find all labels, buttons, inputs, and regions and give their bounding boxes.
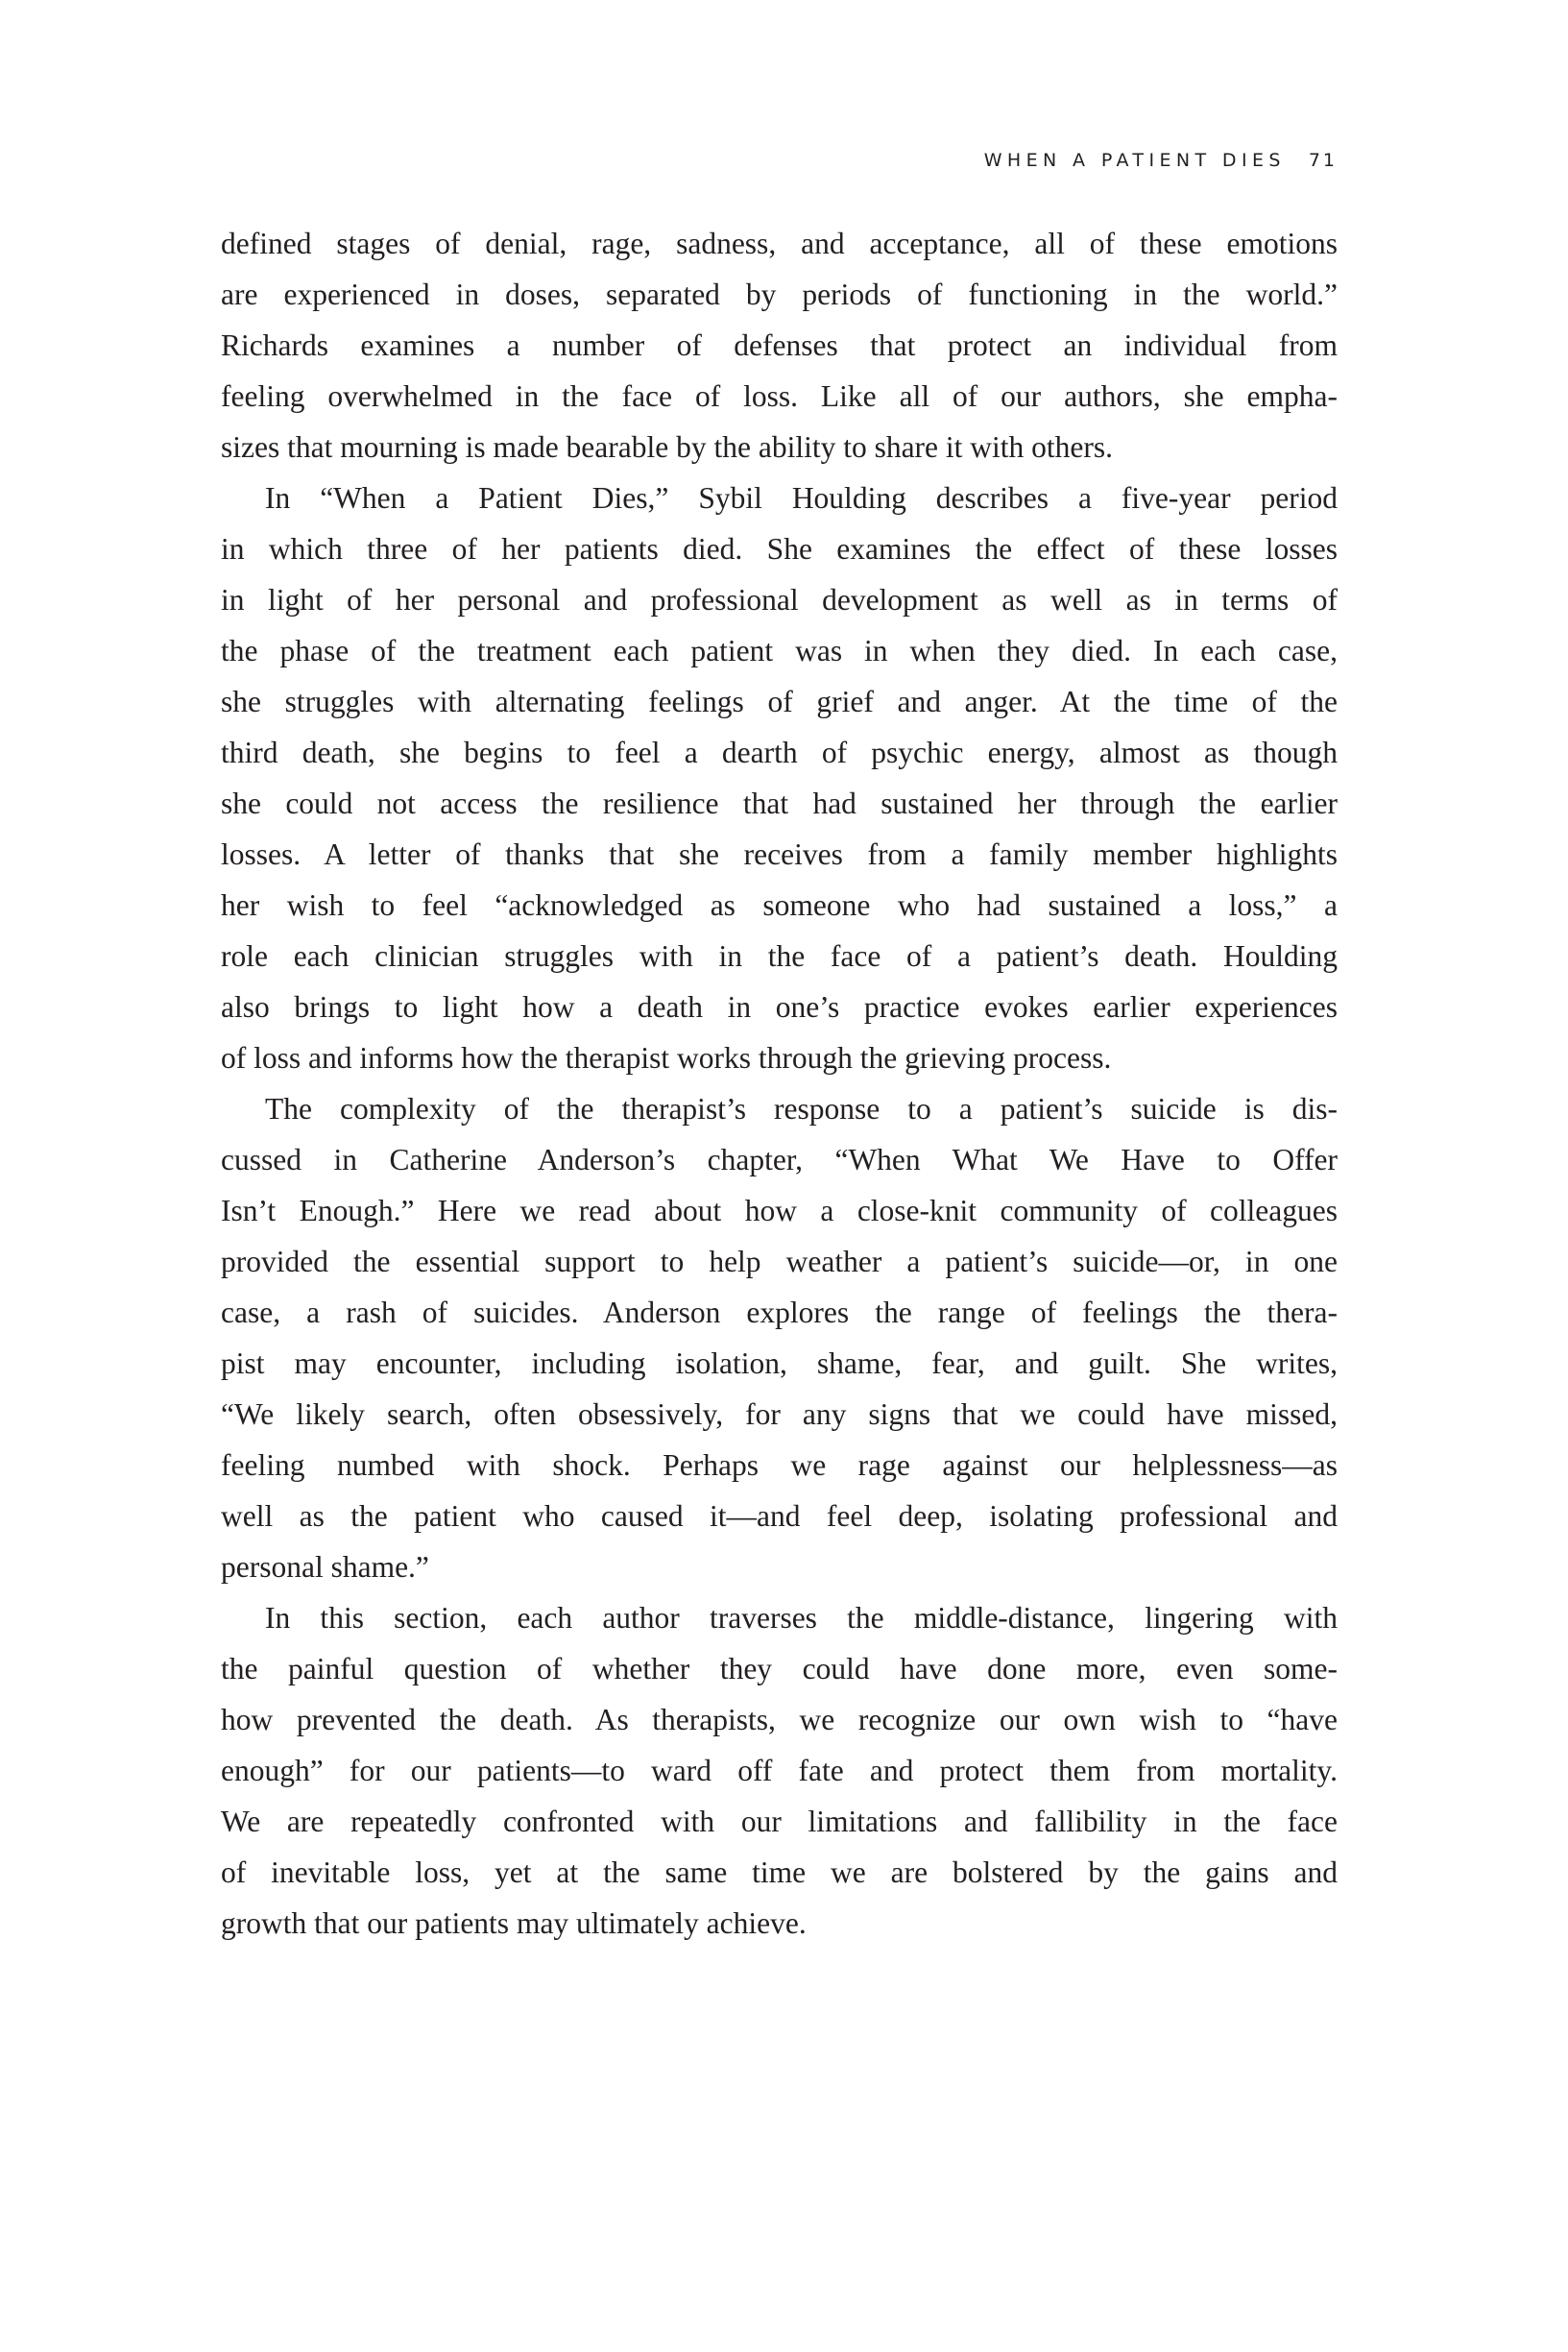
text-line: personal shame.” (221, 1550, 429, 1584)
paragraph (221, 1592, 1338, 1949)
text-line: role each clinician struggles with in the face of a patient’s death. Houlding (221, 939, 1338, 973)
text-line: she struggles with alternating feelings of grief and anger. At the time of the (221, 685, 1338, 718)
text-line: in which three of her patients died. She examines the effect of these losses (221, 532, 1338, 566)
paragraph (221, 473, 1338, 1083)
running-title: WHEN A PATIENT DIES (983, 150, 1286, 171)
text-line: losses. A letter of thanks that she receives from a family member highlights (221, 837, 1338, 871)
text-line: We are repeatedly confronted with our limitations and fallibility in the face (221, 1805, 1338, 1838)
text-line: the phase of the treatment each patient was in when they died. In each case, (221, 634, 1338, 667)
running-head (893, 150, 1338, 175)
text-line: defined stages of denial, rage, sadness, and acceptance, all of these emotions (221, 227, 1338, 260)
text-line: also brings to light how a death in one’s practice evokes earlier experiences (221, 990, 1338, 1024)
text-line: third death, she begins to feel a dearth of psychic energy, almost as though (221, 736, 1338, 769)
text-line: enough” for our patients—to ward off fate and protect them from mortality. (221, 1754, 1338, 1787)
text-line: of inevitable loss, yet at the same time we are bolstered by the gains and (221, 1855, 1338, 1889)
text-line: provided the essential support to help weather a patient’s suicide—or, in one (221, 1245, 1338, 1278)
text-line: feeling numbed with shock. Perhaps we rage against our helplessness—as (221, 1448, 1338, 1482)
text-line: her wish to feel “acknowledged as someone who had sustained a loss,” a (221, 888, 1338, 922)
text-line: In “When a Patient Dies,” Sybil Houlding describes a five-year period (265, 481, 1338, 515)
text-line: well as the patient who caused it—and feel deep, isolating professional and (221, 1499, 1338, 1533)
text-line: feeling overwhelmed in the face of loss. Like all of our authors, she empha- (221, 379, 1338, 413)
text-line: case, a rash of suicides. Anderson explores the range of feelings the thera- (221, 1296, 1338, 1329)
text-line: she could not access the resilience that had sustained her through the earlier (221, 787, 1338, 820)
paragraph (221, 218, 1338, 473)
page-number: 71 (1308, 150, 1338, 171)
text-line: the painful question of whether they could have done more, even some- (221, 1652, 1338, 1685)
text-line: “We likely search, often obsessively, for any signs that we could have missed, (221, 1397, 1338, 1431)
text-line: In this section, each author traverses the middle-distance, lingering with (265, 1601, 1338, 1635)
text-line: pist may encounter, including isolation, shame, fear, and guilt. She writes, (221, 1346, 1338, 1380)
text-line: Isn’t Enough.” Here we read about how a close-knit community of colleagues (221, 1194, 1338, 1227)
text-line: cussed in Catherine Anderson’s chapter, “When What We Have to Offer (221, 1143, 1338, 1176)
text-line: Richards examines a number of defenses that protect an individual from (221, 328, 1338, 362)
text-line: growth that our patients may ultimately achieve. (221, 1906, 807, 1940)
paragraph (221, 1083, 1338, 1592)
text-line: how prevented the death. As therapists, we recognize our own wish to “have (221, 1703, 1338, 1736)
text-line: in light of her personal and professional development as well as in terms of (221, 583, 1338, 617)
text-line: sizes that mourning is made bearable by the ability to share it with others. (221, 430, 1114, 464)
text-line: The complexity of the therapist’s response to a patient’s suicide is dis- (265, 1092, 1338, 1126)
body-text (221, 218, 1338, 1949)
text-line: are experienced in doses, separated by periods of functioning in the world.” (221, 278, 1338, 311)
text-line: of loss and informs how the therapist works through the grieving process. (221, 1041, 1112, 1075)
